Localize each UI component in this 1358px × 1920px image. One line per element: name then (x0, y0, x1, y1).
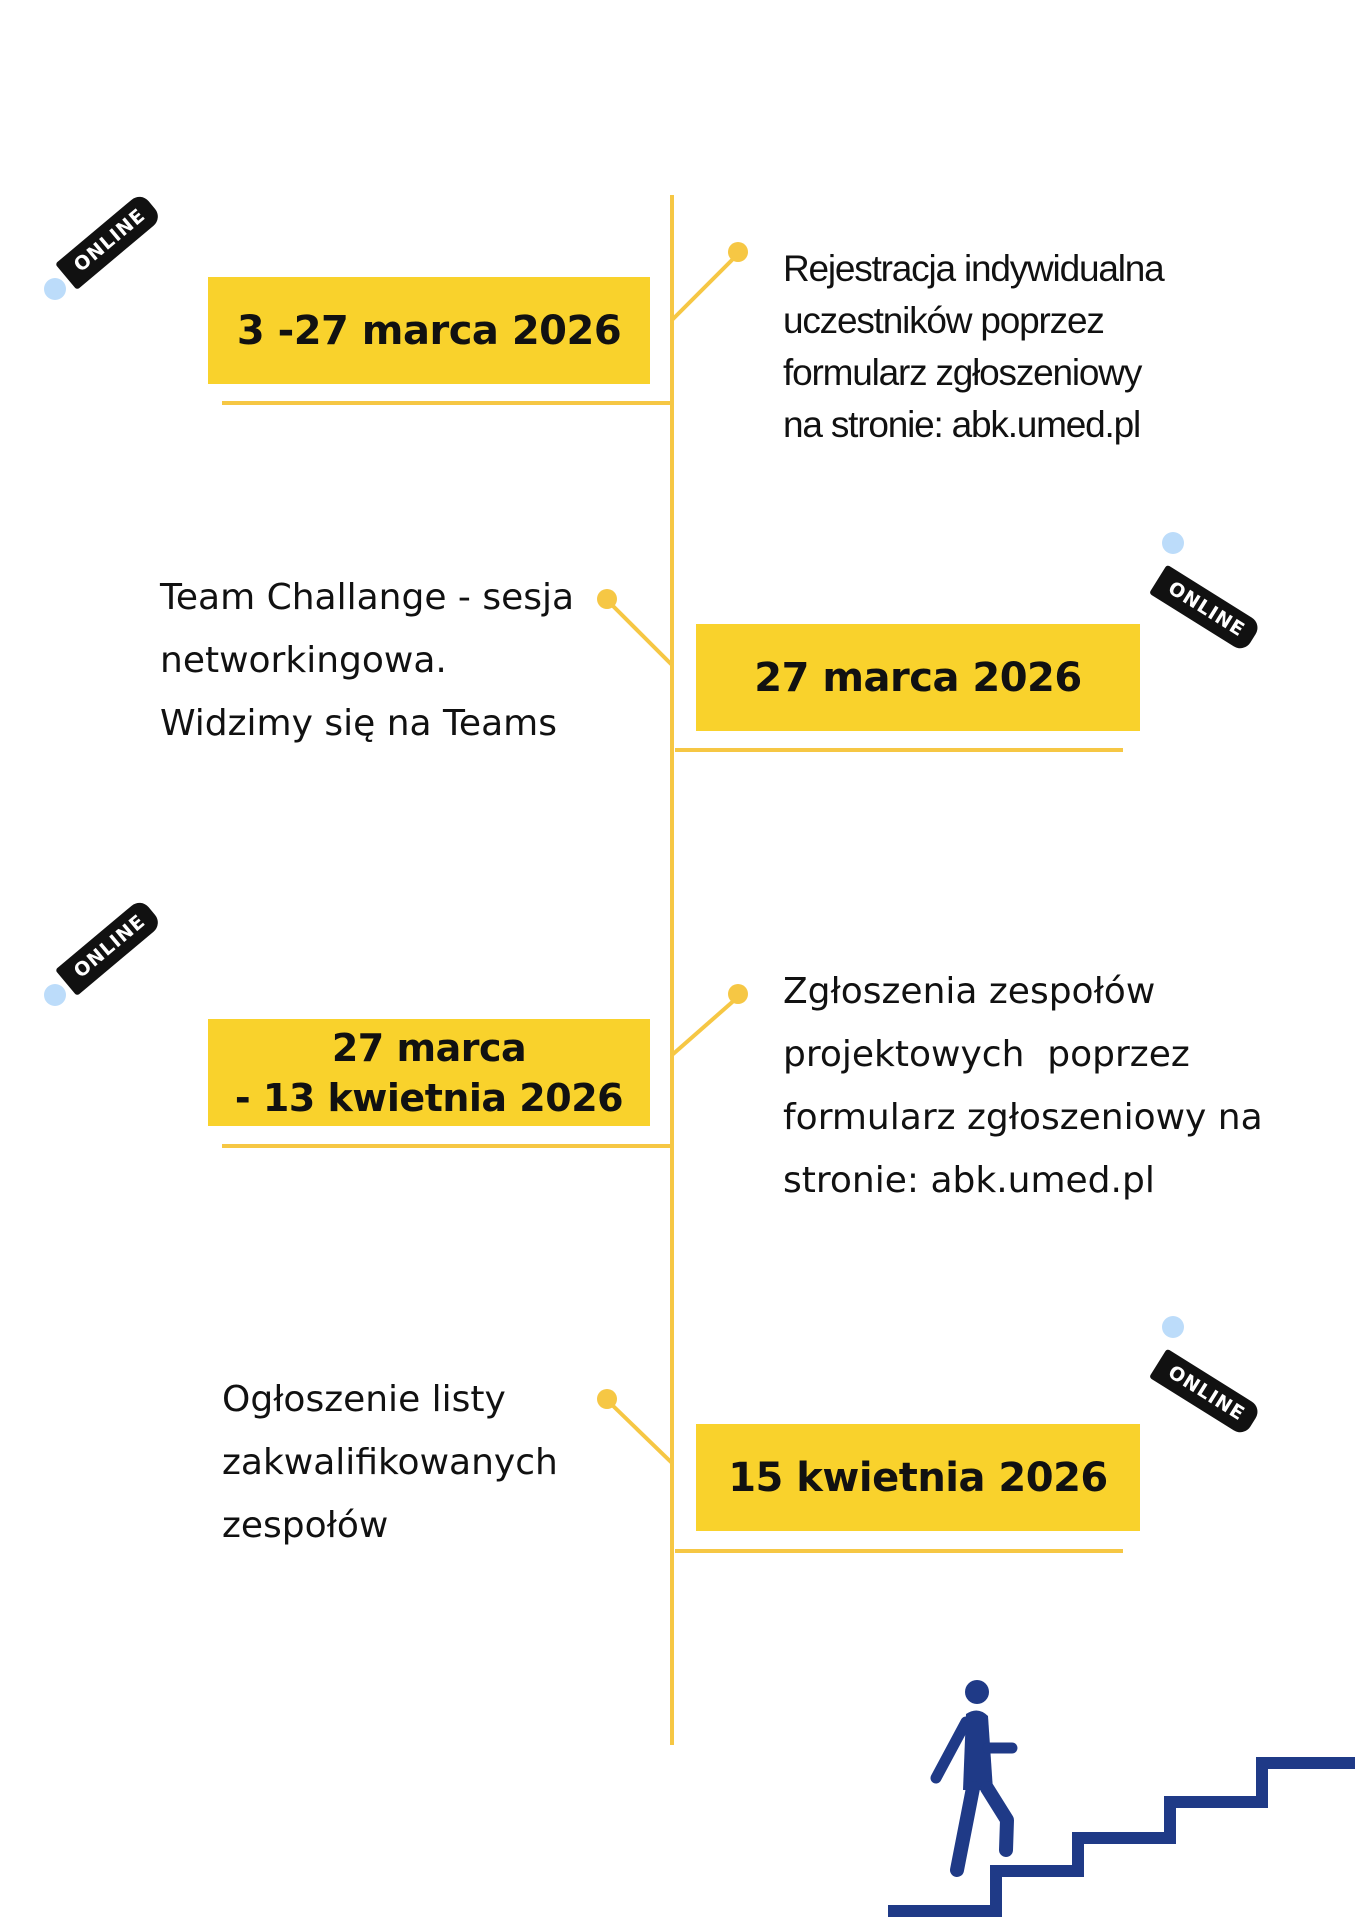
event-3-desc-line-2: projektowych poprzez (783, 1034, 1190, 1075)
event-2-connector (608, 601, 672, 665)
event-1-desc-line-2: uczestników poprzez (783, 300, 1104, 341)
event-3-dot (728, 984, 748, 1004)
event-1-desc-line-3: formularz zgłoszeniowy (783, 352, 1142, 393)
badge-pin-icon (1162, 1316, 1184, 1338)
person-climbing-stairs-icon (888, 1680, 1355, 1911)
event-2-description (160, 566, 574, 755)
event-4-date: 15 kwietnia 2026 (728, 1454, 1108, 1501)
event-1-date-box (208, 277, 650, 384)
event-4-desc-line-1: Ogłoszenie listy (222, 1379, 506, 1420)
event-2-desc-line-3: Widzimy się na Teams (160, 703, 557, 744)
event-3-desc-line-4: stronie: abk.umed.pl (783, 1160, 1155, 1201)
event-4-date-box (696, 1424, 1140, 1531)
event-1-desc-line-4: na stronie: abk.umed.pl (783, 404, 1141, 445)
event-3-connector (672, 997, 738, 1055)
event-4-dot (597, 1389, 617, 1409)
online-tag: ONLINE (1149, 565, 1262, 653)
event-3-description (783, 960, 1263, 1212)
badge-pin-icon (1162, 532, 1184, 554)
badge-pin-icon (44, 278, 66, 300)
event-2-date-box (696, 624, 1140, 731)
event-1-description (783, 243, 1163, 451)
event-4-desc-line-2: zakwalifikowanych (222, 1442, 558, 1483)
event-2-desc-line-2: networkingowa. (160, 640, 447, 681)
badge-pin-icon (44, 984, 66, 1006)
online-badge-3 (44, 910, 174, 1038)
event-1-desc-line-1: Rejestracja indywidualna (783, 248, 1164, 289)
climber-leg-back (957, 1788, 973, 1870)
event-3-desc-line-1: Zgłoszenia zespołów (783, 971, 1156, 1012)
event-3-date-line-2: - 13 kwietnia 2026 (234, 1075, 624, 1120)
online-badge-2 (1160, 532, 1290, 642)
online-tag: ONLINE (1149, 1349, 1262, 1437)
event-1-dot (728, 242, 748, 262)
event-4-description (222, 1368, 558, 1557)
climber-arm-back (936, 1722, 966, 1778)
climber-head (965, 1680, 989, 1704)
event-2-dot (597, 589, 617, 609)
event-1-date: 3 -27 marca 2026 (236, 307, 622, 354)
event-2-desc-line-1: Team Challange - sesja (160, 577, 575, 618)
event-2-date: 27 marca 2026 (754, 654, 1082, 701)
event-3-desc-line-3: formularz zgłoszeniowy na (783, 1097, 1263, 1138)
event-4-connector (608, 1401, 672, 1463)
event-4-desc-line-3: zespołów (222, 1505, 389, 1546)
event-3-date-box (208, 1019, 650, 1126)
climber-leg-front (987, 1788, 1007, 1850)
online-badge-1 (44, 204, 174, 332)
event-1-connector (672, 254, 738, 320)
online-tag: ONLINE (55, 898, 163, 996)
event-3-date-line-1: 27 marca (331, 1025, 527, 1070)
online-tag: ONLINE (55, 192, 163, 290)
online-badge-4 (1160, 1316, 1290, 1426)
